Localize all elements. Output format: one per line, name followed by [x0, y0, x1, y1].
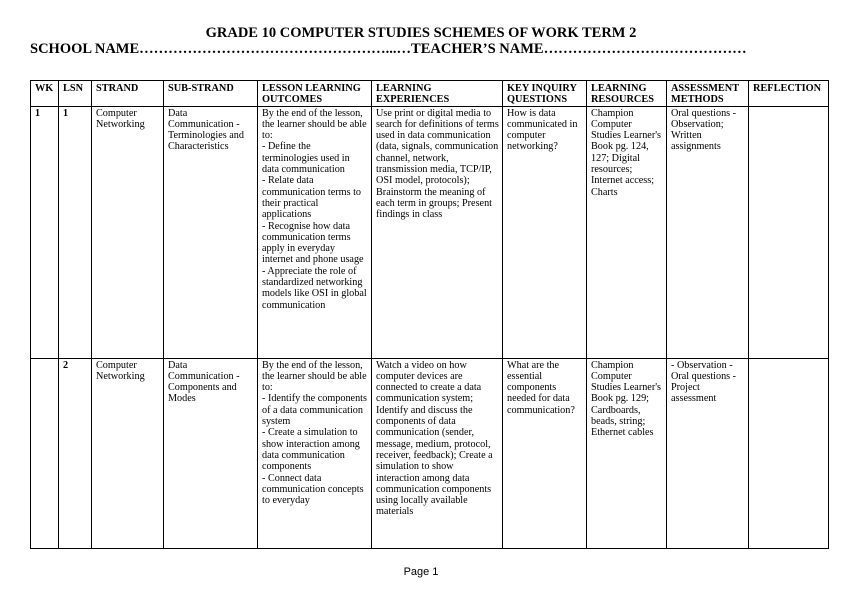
cell-reflection: [749, 106, 829, 358]
outcome-line: - Create a simulation to show interaction among data communication components: [262, 427, 360, 473]
cell-resources: Champion Computer Studies Learner's Book pg. 129; Cardboards, beads, string; Ethernet cables: [587, 358, 667, 548]
column-header-assessment: ASSESSMENT METHODS: [667, 81, 749, 107]
table-row: [31, 106, 829, 358]
school-teacher-line: SCHOOL NAME……………………………………………...…TEACHER’S NAME……………………………………: [30, 41, 747, 57]
cell-reflection: [749, 358, 829, 548]
cell-resources: Champion Computer Studies Learner's Book pg. 124, 127; Digital resources; Internet access; Charts: [587, 106, 667, 358]
cell-outcomes: [258, 358, 372, 548]
cell-outcomes: [258, 106, 372, 358]
column-header-resources: LEARNING RESOURCES: [587, 81, 667, 107]
cell-week: [31, 358, 59, 548]
outcome-line: By the end of the lesson, the learner should be able to:: [262, 107, 367, 142]
column-header-experiences: LEARNING EXPERIENCES: [372, 81, 503, 107]
column-header-wk: WK: [31, 81, 59, 107]
page-number: Page 1: [403, 566, 439, 578]
cell-week: 1: [31, 106, 59, 358]
column-header-lsn: LSN: [59, 81, 92, 107]
scheme-of-work-table: [30, 80, 829, 549]
document-title: GRADE 10 COMPUTER STUDIES SCHEMES OF WORK TERM 2: [205, 25, 637, 41]
cell-strand: Computer Networking: [92, 358, 164, 548]
cell-lesson: 2: [59, 358, 92, 548]
cell-inquiry: How is data communicated in computer networking?: [503, 106, 587, 358]
table-row: [31, 358, 829, 548]
column-header-outcomes: LESSON LEARNING OUTCOMES: [258, 81, 372, 107]
cell-lesson: 1: [59, 106, 92, 358]
outcome-line: - Recognise how data communication terms apply in everyday internet and phone usage: [262, 220, 364, 266]
cell-assessment: - Observation - Oral questions - Project assessment: [667, 358, 749, 548]
cell-sub-strand: Data Communication - Components and Modes: [164, 358, 258, 548]
cell-experiences: Watch a video on how computer devices are connected to create a data communication system; Identify and discuss the components of data communication (sender, message, medium, protocol, receiver, feedback); Create a simulation to show interaction among data communication components using locally available materials: [372, 358, 503, 548]
outcome-line: - Appreciate the role of standardized networking models like OSI in global communication: [262, 265, 367, 311]
cell-inquiry: What are the essential components needed for data communication?: [503, 358, 587, 548]
column-header-strand: STRAND: [92, 81, 164, 107]
outcome-line: - Identify the components of a data communication system: [262, 393, 367, 428]
table-header-row: [31, 81, 829, 107]
cell-sub-strand: Data Communication - Terminologies and Characteristics: [164, 106, 258, 358]
cell-assessment: Oral questions - Observation; Written assignments: [667, 106, 749, 358]
column-header-inquiry: KEY INQUIRY QUESTIONS: [503, 81, 587, 107]
column-header-reflection: REFLECTION: [749, 81, 829, 107]
outcome-line: - Define the terminologies used in data communication: [262, 141, 350, 176]
outcome-line: - Connect data communication concepts to everyday: [262, 472, 364, 507]
column-header-sub-strand: SUB-STRAND: [164, 81, 258, 107]
outcome-line: By the end of the lesson, the learner should be able to:: [262, 359, 367, 394]
outcome-line: - Relate data communication terms to their practical applications: [262, 175, 362, 221]
cell-strand: Computer Networking: [92, 106, 164, 358]
cell-experiences: Use print or digital media to search for definitions of terms used in data communication (data, signals, communication channel, network, transmission media, TCP/IP, OSI model, protocols); Brainstorm the meaning of each term in groups; Present findings in class: [372, 106, 503, 358]
